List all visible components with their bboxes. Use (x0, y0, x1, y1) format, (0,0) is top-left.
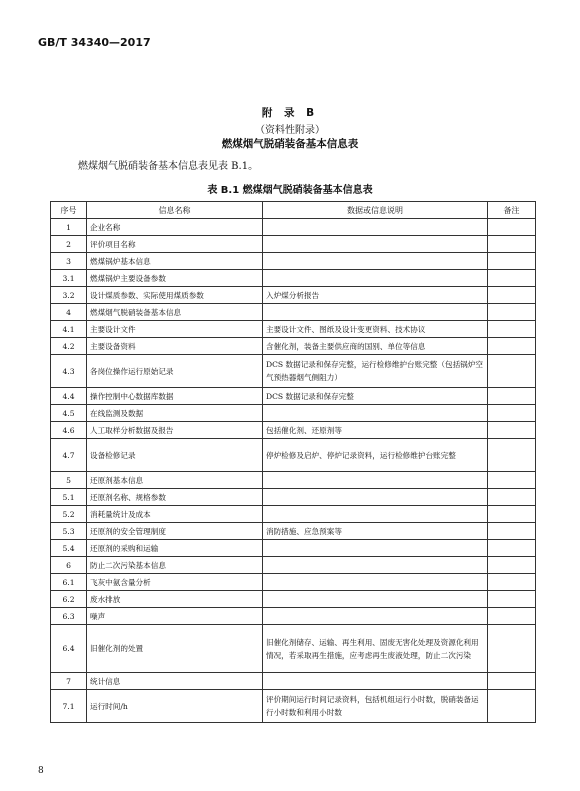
info-table (50, 201, 536, 723)
cell-desc (263, 489, 488, 506)
cell-note (488, 489, 536, 506)
cell-note (488, 506, 536, 523)
cell-seq: 6 (51, 557, 87, 574)
cell-name: 企业名称 (87, 219, 263, 236)
cell-seq: 6.4 (51, 625, 87, 673)
table-row (51, 625, 536, 673)
cell-note (488, 388, 536, 405)
cell-note (488, 304, 536, 321)
cell-seq: 5.2 (51, 506, 87, 523)
col-header-name: 信息名称 (87, 202, 263, 219)
cell-desc (263, 557, 488, 574)
cell-desc (263, 673, 488, 690)
cell-seq: 4.1 (51, 321, 87, 338)
cell-note (488, 253, 536, 270)
table-row (51, 557, 536, 574)
cell-seq: 6.2 (51, 591, 87, 608)
table-row (51, 219, 536, 236)
cell-desc (263, 506, 488, 523)
cell-name: 燃煤锅炉基本信息 (87, 253, 263, 270)
cell-desc (263, 608, 488, 625)
cell-name: 还原剂的安全管理制度 (87, 523, 263, 540)
cell-note (488, 422, 536, 439)
cell-note (488, 287, 536, 304)
cell-note (488, 574, 536, 591)
cell-seq: 4.2 (51, 338, 87, 355)
cell-seq: 1 (51, 219, 87, 236)
table-row (51, 690, 536, 723)
cell-seq: 5 (51, 472, 87, 489)
cell-desc: 消防措施、应急预案等 (263, 523, 488, 540)
cell-seq: 5.3 (51, 523, 87, 540)
cell-name: 消耗量统计及成本 (87, 506, 263, 523)
cell-note (488, 338, 536, 355)
cell-seq: 4.7 (51, 439, 87, 472)
page-number: 8 (38, 766, 44, 776)
cell-name: 还原剂的采购和运输 (87, 540, 263, 557)
table-row (51, 489, 536, 506)
table-header-row (51, 202, 536, 219)
table-row (51, 439, 536, 472)
cell-seq: 4.4 (51, 388, 87, 405)
cell-seq: 7.1 (51, 690, 87, 723)
cell-name: 还原剂名称、规格参数 (87, 489, 263, 506)
table-row (51, 574, 536, 591)
cell-desc: 包括催化剂、还原剂等 (263, 422, 488, 439)
cell-name: 旧催化剂的处置 (87, 625, 263, 673)
cell-note (488, 219, 536, 236)
cell-seq: 2 (51, 236, 87, 253)
cell-note (488, 236, 536, 253)
cell-desc: DCS 数据记录和保存完整，运行检修维护台账完整（包括锅炉空气预热器烟气侧阻力） (263, 355, 488, 388)
cell-name: 设备检修记录 (87, 439, 263, 472)
appendix-type: （资料性附录） (255, 125, 325, 136)
table-row (51, 270, 536, 287)
cell-desc: 停炉检修及启炉、停炉记录资料，运行检修维护台账完整 (263, 439, 488, 472)
cell-seq: 4 (51, 304, 87, 321)
cell-note (488, 690, 536, 723)
cell-note (488, 355, 536, 388)
cell-seq: 3 (51, 253, 87, 270)
cell-name: 各岗位操作运行原始记录 (87, 355, 263, 388)
cell-note (488, 625, 536, 673)
cell-name: 在线监测及数据 (87, 405, 263, 422)
cell-name: 操作控制中心数据库数据 (87, 388, 263, 405)
cell-name: 还原剂基本信息 (87, 472, 263, 489)
cell-note (488, 270, 536, 287)
appendix-name: 燃煤烟气脱硝装备基本信息表 (221, 138, 359, 150)
cell-desc (263, 219, 488, 236)
cell-desc: 旧催化剂储存、运输、再生利用、固废无害化处理及资源化利用情况，若采取再生措施，应考虑再生废液处理，防止二次污染 (263, 625, 488, 673)
cell-desc (263, 591, 488, 608)
cell-name: 防止二次污染基本信息 (87, 557, 263, 574)
cell-note (488, 523, 536, 540)
cell-note (488, 472, 536, 489)
col-header-desc: 数据或信息说明 (263, 202, 488, 219)
table-row (51, 591, 536, 608)
cell-seq: 3.1 (51, 270, 87, 287)
cell-desc (263, 540, 488, 557)
cell-name: 废水排放 (87, 591, 263, 608)
table-row (51, 523, 536, 540)
cell-name: 统计信息 (87, 673, 263, 690)
cell-seq: 4.5 (51, 405, 87, 422)
table-row (51, 355, 536, 388)
col-header-seq: 序号 (51, 202, 87, 219)
table-row (51, 287, 536, 304)
appendix-title: 附 录 B (261, 107, 319, 119)
cell-name: 飞灰中氨含量分析 (87, 574, 263, 591)
table-caption: 表 B.1 燃煤烟气脱硝装备基本信息表 (207, 185, 373, 196)
cell-desc: 主要设计文件、图纸及设计变更资料、技术协议 (263, 321, 488, 338)
standard-code: GB/T 34340—2017 (38, 36, 151, 49)
table-row (51, 236, 536, 253)
table-body (51, 219, 536, 723)
cell-desc (263, 236, 488, 253)
cell-desc (263, 304, 488, 321)
cell-name: 评价项目名称 (87, 236, 263, 253)
cell-note (488, 608, 536, 625)
cell-name: 燃煤烟气脱硝装备基本信息 (87, 304, 263, 321)
table-row (51, 506, 536, 523)
cell-name: 主要设计文件 (87, 321, 263, 338)
cell-seq: 6.1 (51, 574, 87, 591)
table-row (51, 608, 536, 625)
cell-name: 人工取样分析数据及报告 (87, 422, 263, 439)
cell-seq: 4.6 (51, 422, 87, 439)
cell-seq: 4.3 (51, 355, 87, 388)
cell-note (488, 439, 536, 472)
cell-note (488, 557, 536, 574)
cell-name: 燃煤锅炉主要设备参数 (87, 270, 263, 287)
cell-desc (263, 405, 488, 422)
cell-seq: 6.3 (51, 608, 87, 625)
cell-desc (263, 574, 488, 591)
cell-note (488, 540, 536, 557)
cell-desc: 评价期间运行时间记录资料，包括机组运行小时数，脱硝装备运行小时数和利用小时数 (263, 690, 488, 723)
cell-desc: 入炉煤分析报告 (263, 287, 488, 304)
cell-note (488, 405, 536, 422)
cell-seq: 7 (51, 673, 87, 690)
cell-desc (263, 270, 488, 287)
table-row (51, 388, 536, 405)
table-row (51, 338, 536, 355)
cell-seq: 3.2 (51, 287, 87, 304)
col-header-note: 备注 (488, 202, 536, 219)
cell-desc (263, 253, 488, 270)
cell-desc: DCS 数据记录和保存完整 (263, 388, 488, 405)
cell-note (488, 321, 536, 338)
cell-name: 运行时间/h (87, 690, 263, 723)
table-row (51, 321, 536, 338)
intro-paragraph: 燃煤烟气脱硝装备基本信息表见表 B.1。 (78, 161, 259, 172)
table-row (51, 540, 536, 557)
table-row (51, 673, 536, 690)
cell-note (488, 673, 536, 690)
table-row (51, 472, 536, 489)
table-row (51, 422, 536, 439)
cell-desc: 含催化剂，装备主要供应商的国别、单位等信息 (263, 338, 488, 355)
cell-name: 设计煤质参数、实际使用煤质参数 (87, 287, 263, 304)
table-row (51, 304, 536, 321)
cell-seq: 5.4 (51, 540, 87, 557)
cell-name: 噪声 (87, 608, 263, 625)
cell-note (488, 591, 536, 608)
table-row (51, 253, 536, 270)
cell-name: 主要设备资料 (87, 338, 263, 355)
cell-seq: 5.1 (51, 489, 87, 506)
table-row (51, 405, 536, 422)
cell-desc (263, 472, 488, 489)
